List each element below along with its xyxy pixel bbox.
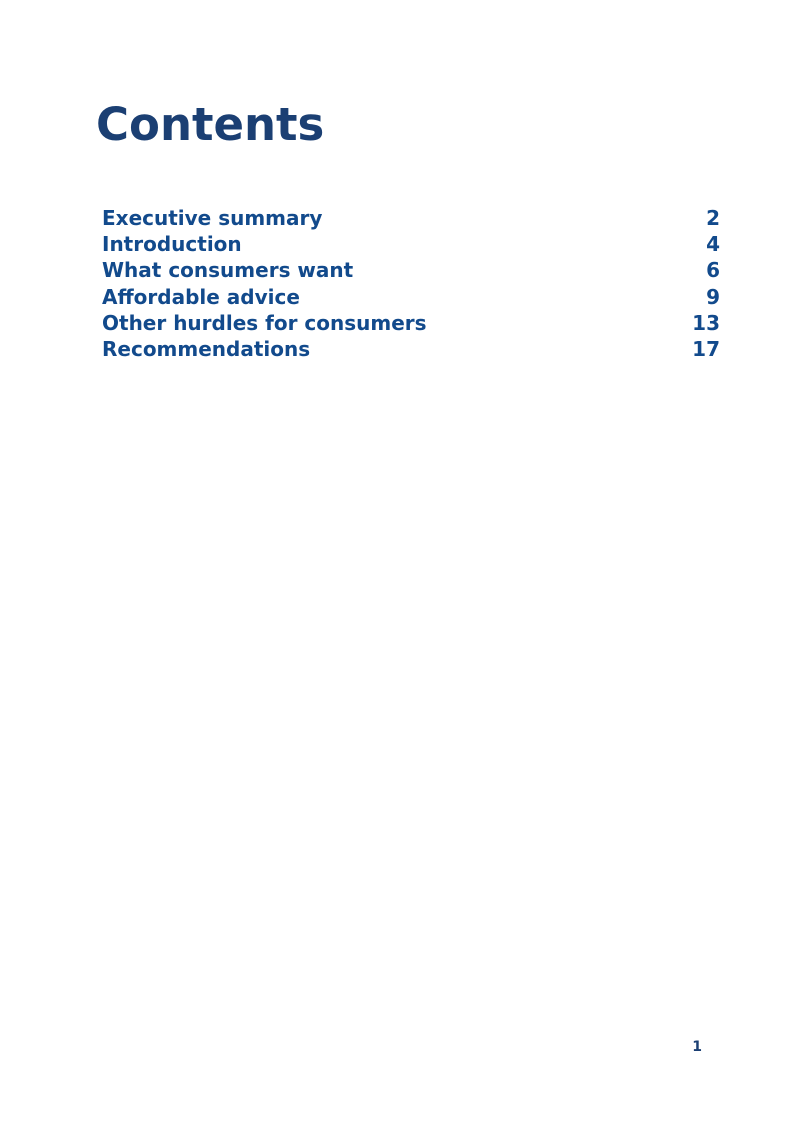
toc-entry-what-consumers-want[interactable] xyxy=(102,257,720,283)
toc-entry-label: What consumers want xyxy=(102,258,354,283)
toc-entry-page-number: 2 xyxy=(706,206,720,230)
toc-entry-page-number: 13 xyxy=(692,310,720,335)
toc-entry-executive-summary[interactable] xyxy=(102,205,720,231)
toc-entry-label: Recommendations xyxy=(102,336,311,361)
table-of-contents xyxy=(102,205,720,362)
toc-entry-label: Executive summary xyxy=(102,206,323,230)
toc-entry-other-hurdles[interactable] xyxy=(102,310,720,336)
toc-entry-label: Affordable advice xyxy=(102,284,300,309)
page-title: Contents xyxy=(96,98,325,151)
toc-entry-recommendations[interactable] xyxy=(102,336,720,362)
toc-entry-page-number: 6 xyxy=(706,258,720,283)
toc-entry-label: Other hurdles for consumers xyxy=(102,310,427,335)
toc-entry-page-number: 9 xyxy=(706,284,720,309)
toc-entry-page-number: 17 xyxy=(692,336,720,361)
toc-entry-introduction[interactable] xyxy=(102,231,720,257)
toc-entry-page-number: 4 xyxy=(706,232,720,257)
footer-page-number: 1 xyxy=(692,1039,702,1055)
toc-entry-affordable-advice[interactable] xyxy=(102,284,720,310)
toc-entry-label: Introduction xyxy=(102,232,242,257)
